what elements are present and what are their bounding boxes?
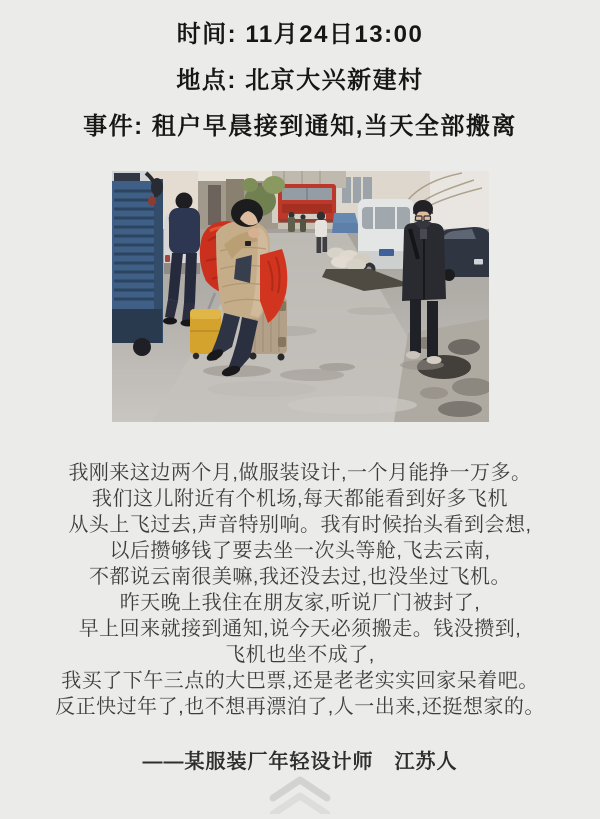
event-line: 事件: 租户早晨接到通知,当天全部搬离 [83, 113, 517, 140]
quote-line: 我买了下午三点的大巴票,还是老老实实回家呆着吧。 [61, 670, 539, 692]
quote-line: 昨天晚上我住在朋友家,听说厂门被封了, [119, 592, 481, 614]
attribution: ——某服装厂年轻设计师 江苏人 [142, 751, 458, 773]
quote-line: 不都说云南很美嘛,我还没去过,也没坐过飞机。 [88, 566, 512, 588]
double-chevron-up-icon [265, 774, 335, 814]
quote-line: 反正快过年了,也不想再漂泊了,人一出来,还挺想家的。 [55, 696, 545, 718]
quote-line: 以后攒够钱了要去坐一次头等舱,飞去云南, [109, 540, 491, 562]
location-line: 地点: 北京大兴新建村 [176, 67, 424, 94]
time-line: 时间: 11月24日13:00 [176, 21, 424, 48]
quote-line: 飞机也坐不成了, [225, 644, 375, 666]
quote-line: 从头上飞过去,声音特别响。我有时候抬头看到会想, [68, 514, 532, 536]
quote-text [0, 460, 600, 720]
quote-line: 我们这儿附近有个机场,每天都能看到好多飞机 [91, 488, 509, 510]
quote-line: 早上回来就接到通知,说今天必须搬走。钱没攒到, [78, 618, 522, 640]
quote-line: 我刚来这边两个月,做服装设计,一个月能挣一万多。 [68, 462, 532, 484]
header [0, 0, 600, 150]
street-photo [112, 171, 489, 422]
